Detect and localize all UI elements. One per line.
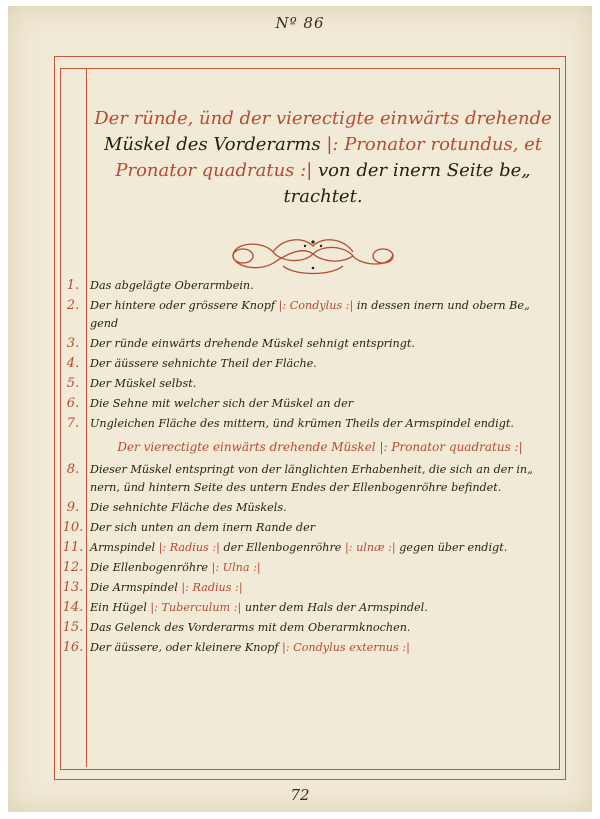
page-number-bottom: 72 [290, 786, 310, 804]
item-latin-term: |: Condylus externus :| [282, 641, 410, 654]
legend-item [60, 334, 558, 354]
legend-item [60, 638, 558, 658]
item-latin-term: |: Ulna :| [211, 561, 261, 574]
legend-subheading [60, 434, 558, 460]
item-number: 9. [66, 500, 80, 515]
legend-item [60, 498, 558, 518]
item-text [90, 354, 317, 374]
item-text [90, 480, 501, 496]
page-heading [88, 106, 558, 210]
item-text [90, 638, 410, 658]
item-number: 15. [62, 620, 84, 635]
item-number: 12. [62, 560, 84, 575]
ornamental-flourish-icon [213, 232, 413, 278]
heading-line-2-red: |: Pronator rotundus, et [326, 134, 543, 155]
item-text [90, 334, 415, 354]
numbered-legend [60, 276, 558, 658]
item-text-part: Die sehnichte Fläche des Müskels. [90, 501, 287, 514]
item-text [90, 618, 410, 638]
item-text-part: nern, ünd hintern Seite des untern Endes der Ellenbogenröhre befindet. [90, 481, 502, 494]
item-text [90, 374, 196, 394]
legend-item [60, 374, 558, 394]
item-number: 11. [62, 540, 84, 555]
item-text-part: gegen über endigt. [399, 541, 508, 554]
item-number: 7. [66, 416, 80, 431]
legend-item [60, 414, 558, 434]
item-text-part: Das abgelägte Oberarmbein. [90, 279, 254, 292]
legend-item [60, 598, 558, 618]
item-text-part: Der ründe einwärts drehende Müskel sehnigt entspringt. [90, 337, 415, 350]
item-text [90, 538, 507, 558]
item-text-part: Der Müskel selbst. [90, 377, 197, 390]
item-text-part: Dieser Müskel entspringt von der länglichten Erhabenheit, die sich an der in„ [90, 463, 533, 476]
item-text-part: Die Armspindel [90, 581, 178, 594]
heading-line-3-red: Pronator quadratus :| [115, 160, 313, 181]
legend-item [60, 354, 558, 374]
legend-item [60, 480, 558, 498]
legend-item [60, 394, 558, 414]
legend-item [60, 618, 558, 638]
item-number: 1. [66, 278, 80, 293]
item-text-part: unter dem Hals der Armspindel. [244, 601, 428, 614]
item-text [90, 598, 428, 618]
item-number: 6. [66, 396, 80, 411]
item-text [90, 276, 254, 296]
legend-item [60, 558, 558, 578]
item-latin-term: |: Radius :| [158, 541, 220, 554]
item-latin-term: |: Radius :| [181, 581, 243, 594]
manuscript-page [8, 6, 592, 812]
heading-line-4: trachtet. [283, 186, 363, 207]
item-text-part: Armspindel [90, 541, 156, 554]
item-text-part: Ungleichen Fläche des mittern, ünd krümen Theils der Armspindel endigt. [90, 417, 514, 430]
item-text-part: Die Ellenbogenröhre [90, 561, 209, 574]
item-number: 16. [62, 640, 84, 655]
item-text-part: Die Sehne mit welcher sich der Müskel an der [90, 397, 354, 410]
item-text-part: Ein Hügel [90, 601, 147, 614]
heading-line-2-black: Müskel des Vorderarms [103, 134, 321, 155]
item-number: 4. [66, 356, 80, 371]
item-text [90, 316, 118, 332]
heading-line-2 [88, 132, 558, 158]
item-text-part: Das Gelenck des Vorderarms mit dem Oberarmknochen. [90, 621, 411, 634]
item-text [90, 460, 533, 480]
subheading-red: |: Pronator quadratus :| [379, 440, 523, 454]
item-text-part: Der äüssere, oder kleinere Knopf [90, 641, 279, 654]
item-text [90, 414, 514, 434]
item-number: 2. [66, 298, 80, 313]
item-number: 10. [62, 520, 84, 535]
heading-line-3 [88, 158, 558, 184]
legend-item [60, 316, 558, 334]
item-text [90, 558, 261, 578]
legend-item [60, 460, 558, 480]
item-latin-term: |: Condylus :| [278, 299, 354, 312]
item-number: 14. [62, 600, 84, 615]
heading-line-3-black: von der inern Seite be„ [318, 160, 531, 181]
item-text [90, 518, 315, 538]
item-text-part: gend [90, 317, 119, 330]
item-text-part: Der hintere oder grössere Knopf [90, 299, 276, 312]
heading-line-1: Der ründe, ünd der vierectigte einwärts drehende [94, 108, 552, 129]
item-text-part: Der äüssere sehnichte Theil der Fläche. [90, 357, 317, 370]
item-latin-term: |: ulnæ :| [345, 541, 396, 554]
legend-item [60, 296, 558, 316]
page-number-top: Nº 86 [275, 14, 325, 32]
item-number: 5. [66, 376, 80, 391]
subheading-text [90, 434, 550, 460]
item-number: 13. [62, 580, 84, 595]
subheading-black: Der vierectigte einwärts drehende Müskel [117, 440, 376, 454]
item-number: 8. [66, 462, 80, 477]
item-text-part: Der sich unten an dem inern Rande der [90, 521, 316, 534]
legend-item [60, 518, 558, 538]
item-text [90, 498, 287, 518]
legend-item [60, 538, 558, 558]
item-text-part: in dessen inern und obern Be„ [356, 299, 530, 312]
item-text [90, 296, 530, 316]
item-text [90, 394, 353, 414]
legend-item [60, 276, 558, 296]
item-text-part: der Ellenbogenröhre [223, 541, 342, 554]
item-number: 3. [66, 336, 80, 351]
legend-item [60, 578, 558, 598]
item-text [90, 578, 243, 598]
item-latin-term: |: Tuberculum :| [150, 601, 242, 614]
